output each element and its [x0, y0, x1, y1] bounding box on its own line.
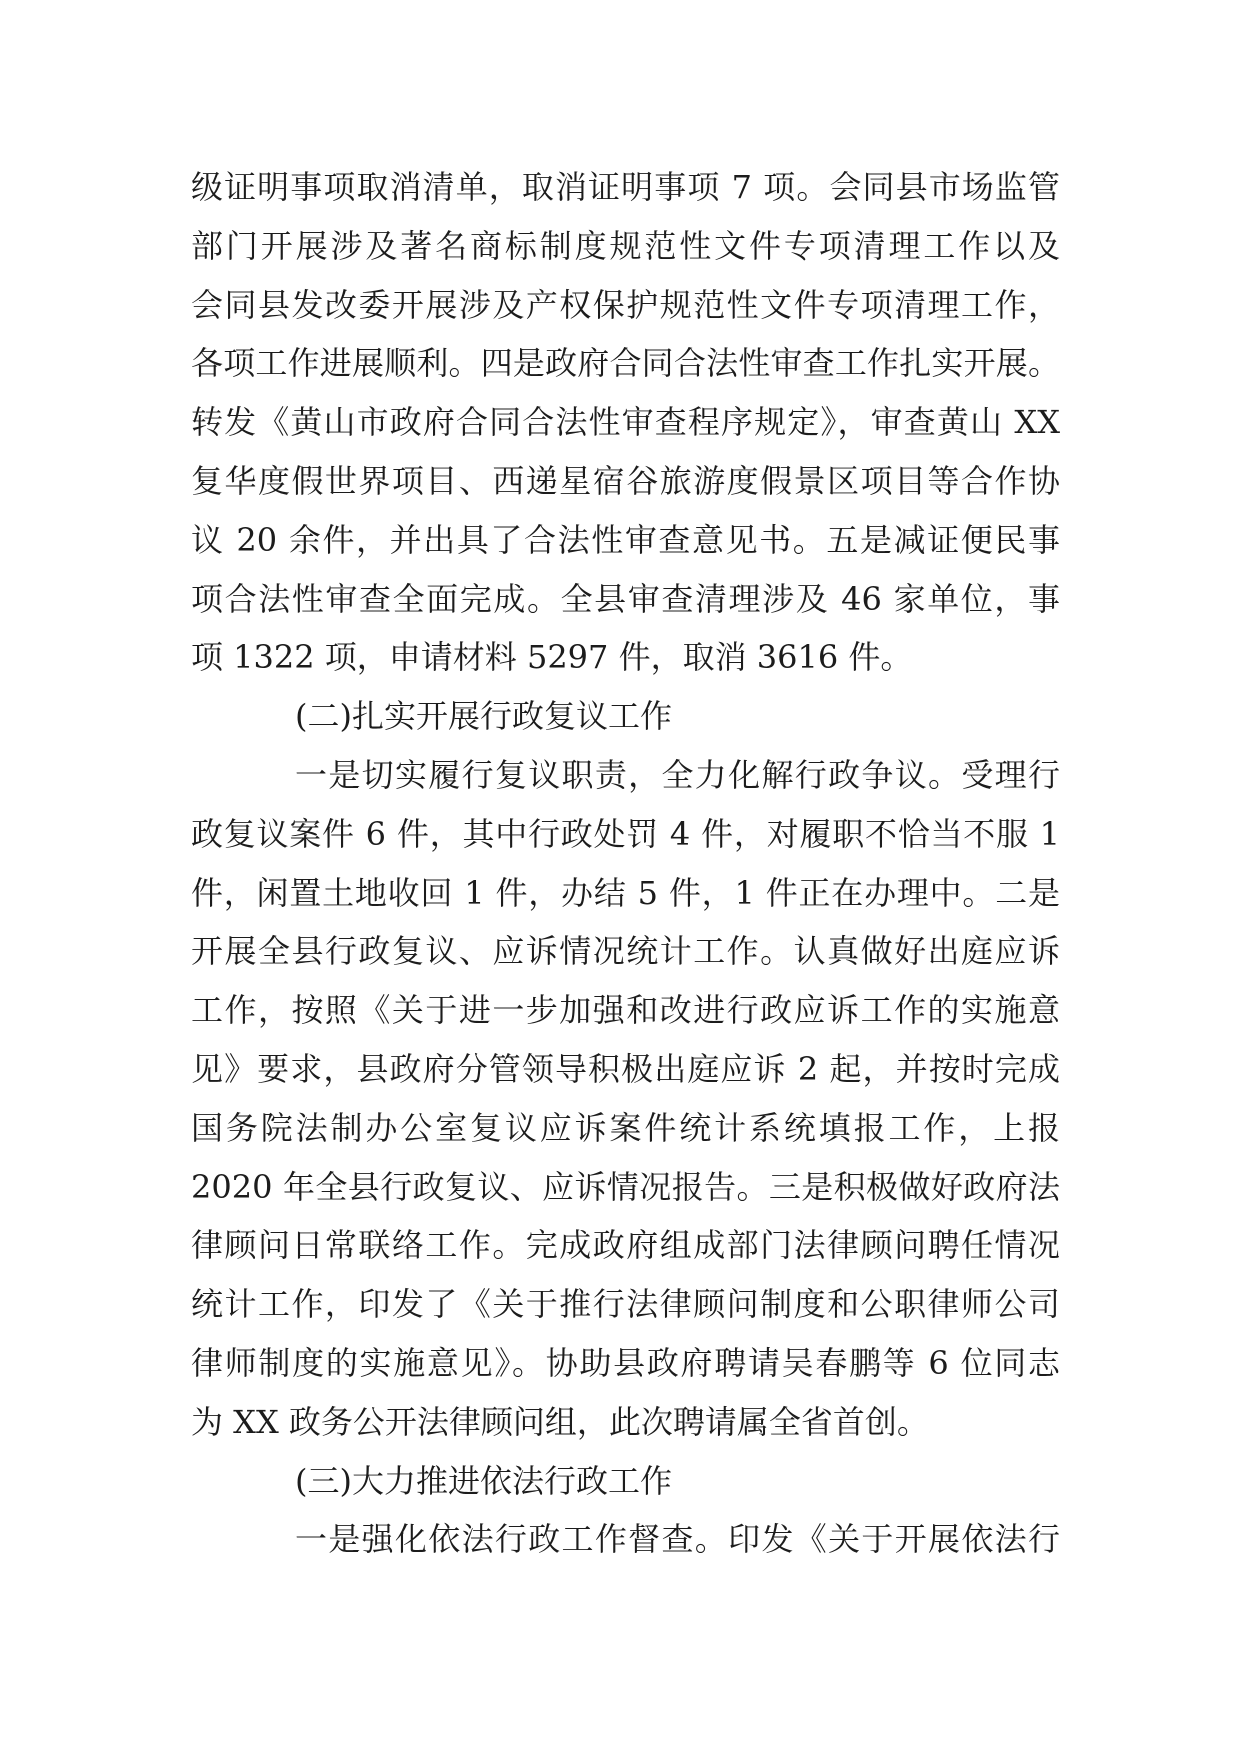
text-line: 转发《黄山市政府合同合法性审查程序规定》，审查黄山 XX: [191, 403, 1060, 442]
text-line: 工作，按照《关于进一步加强和改进行政应诉工作的实施意: [191, 991, 1060, 1030]
text-line: 律师制度的实施意见》。协助县政府聘请吴春鹏等 6 位同志: [191, 1343, 1060, 1382]
text-line: 开展全县行政复议、应诉情况统计工作。认真做好出庭应诉: [191, 932, 1060, 971]
text-line: 2020 年全县行政复议、应诉情况报告。三是积极做好政府法: [191, 1167, 1060, 1206]
text-line: 部门开展涉及著名商标制度规范性文件专项清理工作以及: [191, 226, 1060, 265]
text-line: 会同县发改委开展涉及产权保护规范性文件专项清理工作，: [191, 285, 1060, 324]
text-line: 统计工作，印发了《关于推行法律顾问制度和公职律师公司: [191, 1285, 1060, 1324]
text-line: 见》要求，县政府分管领导积极出庭应诉 2 起，并按时完成: [191, 1049, 1060, 1088]
text-line: 议 20 余件，并出具了合法性审查意见书。五是减证便民事: [191, 520, 1060, 559]
text-line: 国务院法制办公室复议应诉案件统计系统填报工作，上报: [191, 1108, 1060, 1147]
text-line: 一是切实履行复议职责，全力化解行政争议。受理行: [295, 755, 1060, 794]
text-line: 级证明事项取消清单，取消证明事项 7 项。会同县市场监管: [191, 168, 1060, 206]
text-line: 为 XX 政务公开法律顾问组，此次聘请属全省首创。: [191, 1402, 929, 1441]
text-line: 件，闲置土地收回 1 件，办结 5 件，1 件正在办理中。二是: [191, 873, 1060, 912]
text-line: 一是强化依法行政工作督查。印发《关于开展依法行: [295, 1520, 1060, 1559]
document-body: [191, 158, 1060, 1569]
text-line: 复华度假世界项目、西递星宿谷旅游度假景区项目等合作协: [191, 461, 1060, 500]
text-line: 项合法性审查全面完成。全县审查清理涉及 46 家单位，事: [191, 579, 1060, 618]
text-line: 律顾问日常联络工作。完成政府组成部门法律顾问聘任情况: [191, 1226, 1060, 1265]
section-heading: (三)大力推进依法行政工作: [295, 1461, 672, 1500]
text-line: 项 1322 项，申请材料 5297 件，取消 3616 件。: [191, 638, 913, 677]
text-line: 各项工作进展顺利。四是政府合同合法性审查工作扎实开展。: [191, 344, 1060, 383]
text-line: 政复议案件 6 件，其中行政处罚 4 件，对履职不恰当不服 1: [191, 814, 1060, 853]
section-heading: (二)扎实开展行政复议工作: [295, 697, 672, 736]
